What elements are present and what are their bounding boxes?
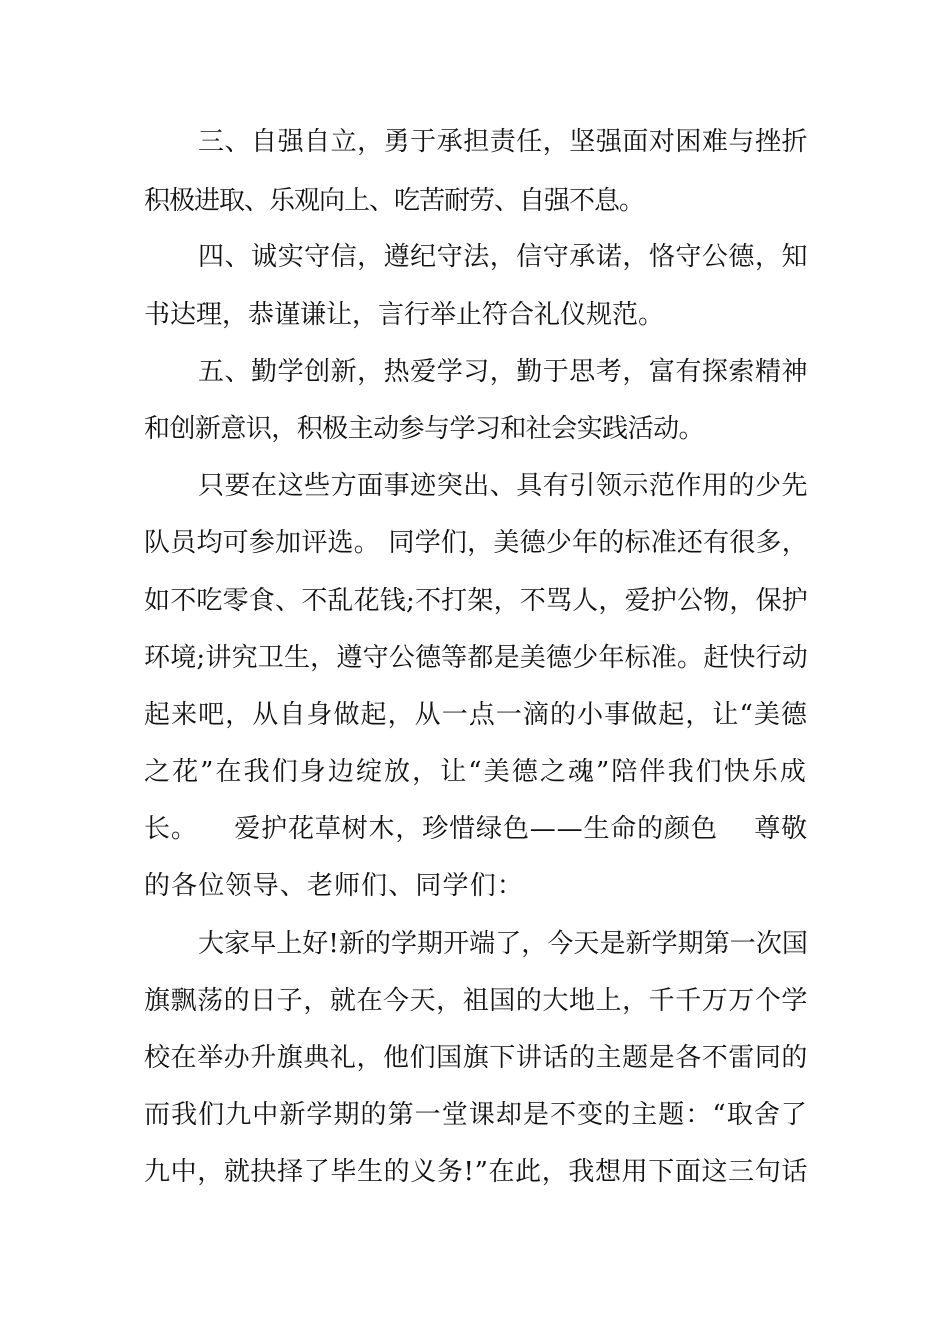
text-line: 之花”在我们身边绽放，让“美德之魂”陪伴我们快乐成 [144,757,808,787]
text-line: 四、诚实守信，遵纪守法，信守承诺，恪守公德，知 [198,242,808,272]
text-line: 旗飘荡的日子，就在今天，祖国的大地上，千千万万个学 [144,986,808,1016]
text-line: 积极进取、乐观向上、吃苦耐劳、自强不息。 [144,186,644,216]
text-line: 如不吃零食、不乱花钱;不打架，不骂人，爱护公物，保护 [144,586,808,616]
text-line: 的各位领导、老师们、同学们： [144,871,524,901]
text-line: 大家早上好!新的学期开端了，今天是新学期第一次国 [198,929,808,959]
text-line: 长。 爱护花草树木，珍惜绿色——生命的颜色 尊敬 [144,814,808,844]
text-line: 书达理，恭谨谦让，言行举止符合礼仪规范。 [144,300,664,330]
text-line: 只要在这些方面事迹突出、具有引领示范作用的少先 [198,471,808,501]
text-line: 九中，就抉择了毕生的义务!”在此，我想用下面这三句话 [144,1157,808,1187]
text-line: 五、勤学创新，热爱学习，勤于思考，富有探索精神 [198,357,808,387]
text-line: 队员均可参加评选。 同学们，美德少年的标准还有很多， [144,528,808,558]
text-line: 环境;讲究卫生，遵守公德等都是美德少年标准。赶快行动 [144,643,808,673]
text-line: 校在举办升旗典礼，他们国旗下讲话的主题是各不雷同的 [144,1043,808,1073]
text-line: 和创新意识，积极主动参与学习和社会实践活动。 [144,414,704,444]
text-line: 而我们九中新学期的第一堂课却是不变的主题：“取舍了 [144,1100,808,1130]
text-line: 三、自强自立，勇于承担责任，坚强面对困难与挫折 [198,127,808,157]
text-line: 起来吧，从自身做起，从一点一滴的小事做起，让“美德 [144,700,808,730]
